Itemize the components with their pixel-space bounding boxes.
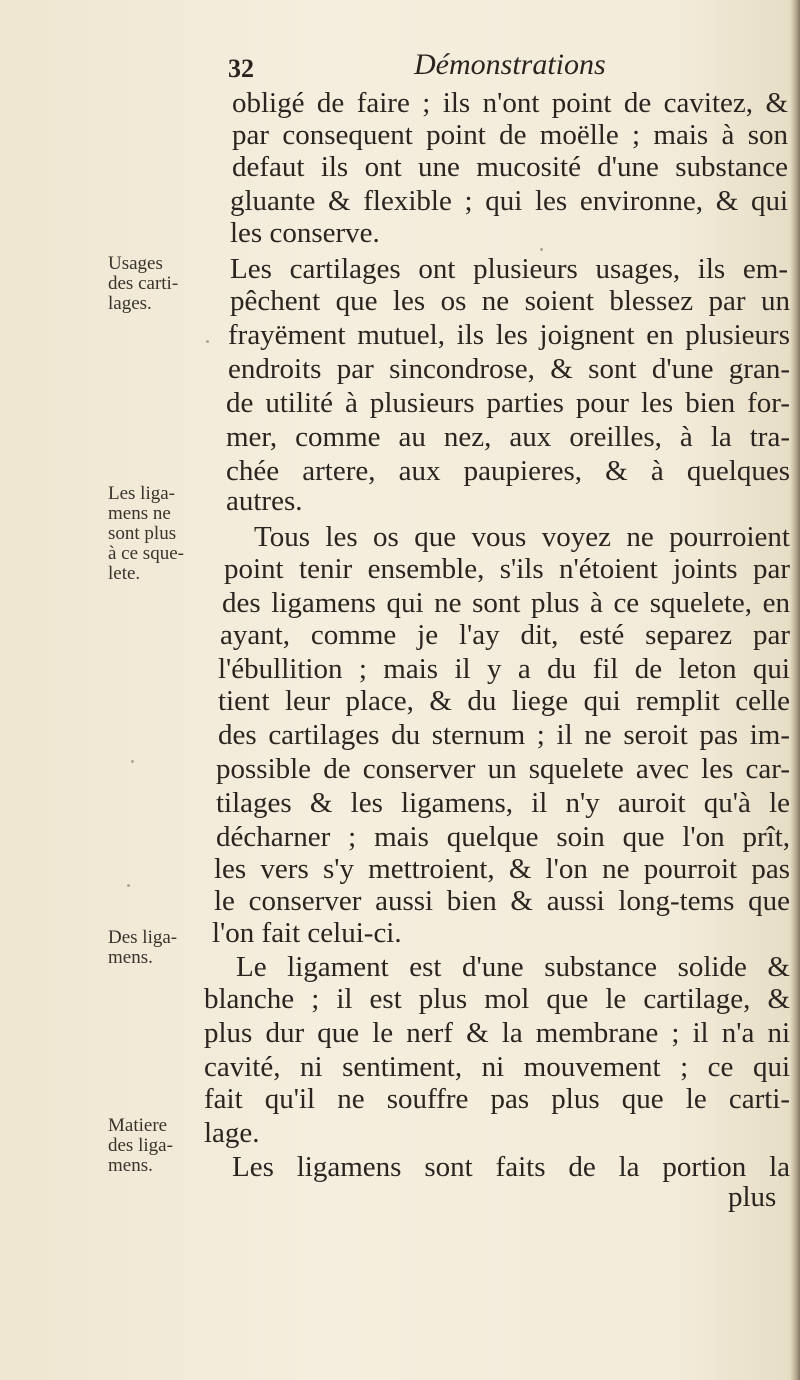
text-line: point tenir ensemble, s'ils n'étoient joints par [224,553,790,585]
text-line: l'ébullition ; mais il y a du fil de leton qui [218,653,790,685]
text-line: par consequent point de moëlle ; mais à son [232,119,788,151]
catchword: plus [728,1181,777,1213]
text-line: frayëment mutuel, ils les joignent en plusieurs [228,319,790,351]
margin-note-line: Des liga- [108,927,178,948]
page-number: 32 [228,54,254,83]
margin-note-line: des liga- [108,1135,173,1156]
margin-note-line: mens ne [108,503,171,524]
text-line: pêchent que les os ne soient blessez par un [230,285,790,317]
text-line: Les ligamens sont faits de la portion la [232,1151,790,1183]
text-line: lage. [204,1117,260,1149]
text-line: l'on fait celui-ci. [212,917,402,949]
paper-speck [127,884,130,887]
paper-speck [540,248,543,251]
text-line: tient leur place, & du liege qui remplit celle [218,685,790,717]
text-line: les vers s'y mettroient, & l'on ne pourroit pas [214,853,790,885]
text-line: autres. [226,485,303,517]
text-line: ayant, comme je l'ay dit, esté separez par [220,619,790,651]
text-line: plus dur que le nerf & la membrane ; il n'a ni [204,1017,790,1049]
margin-note-line: Usages [108,253,163,274]
margin-note-line: mens. [108,947,153,968]
margin-note-line: Matiere [108,1115,168,1136]
text-line: defaut ils ont une mucosité d'une substance [232,151,788,183]
margin-note-line: lages. [108,293,152,314]
text-line: décharner ; mais quelque soin que l'on prît, [216,821,790,853]
margin-note-line: lete. [108,563,141,584]
text-line: de utilité à plusieurs parties pour les bien for- [226,387,790,419]
text-line: possible de conserver un squelete avec les car- [216,753,790,785]
text-line: Tous les os que vous voyez ne pourroient [254,521,790,553]
text-line: Le ligament est d'une substance solide & [236,951,790,983]
text-line: des ligamens qui ne sont plus à ce squelete, en [222,587,790,619]
margin-note-ligamens [108,928,208,968]
margin-note-matiere [108,1116,208,1176]
text-line: le conserver aussi bien & aussi long-tems que [214,885,790,917]
text-line: cavité, ni sentiment, ni mouvement ; ce qui [204,1051,790,1083]
margin-note-line: des carti- [108,273,179,294]
running-title: Démonstrations [414,48,606,81]
text-line: blanche ; il est plus mol que le cartilage, & [204,983,790,1015]
margin-note-line: Les liga- [108,483,176,504]
margin-note-ligamens-squelete [108,484,208,584]
paper-speck [131,760,134,763]
text-line: chée artere, aux paupieres, & à quelques [226,455,790,487]
margin-note-usages [108,254,208,314]
margin-note-line: mens. [108,1155,153,1176]
paper-speck [206,340,209,343]
text-line: endroits par sincondrose, & sont d'une gran- [228,353,790,385]
margin-note-line: sont plus [108,523,177,544]
text-line: tilages & les ligamens, il n'y auroit qu'à le [216,787,790,819]
margin-note-line: à ce sque- [108,543,184,564]
text-line: mer, comme au nez, aux oreilles, à la tra- [226,421,790,453]
text-line: les conserve. [230,217,380,249]
text-line: Les cartilages ont plusieurs usages, ils em- [230,253,788,285]
text-line: des cartilages du sternum ; il ne seroit pas im- [218,719,790,751]
text-line: obligé de faire ; ils n'ont point de cavitez, & [232,87,788,119]
text-line: gluante & flexible ; qui les environne, & qui [230,185,788,217]
text-line: fait qu'il ne souffre pas plus que le carti- [204,1083,790,1115]
